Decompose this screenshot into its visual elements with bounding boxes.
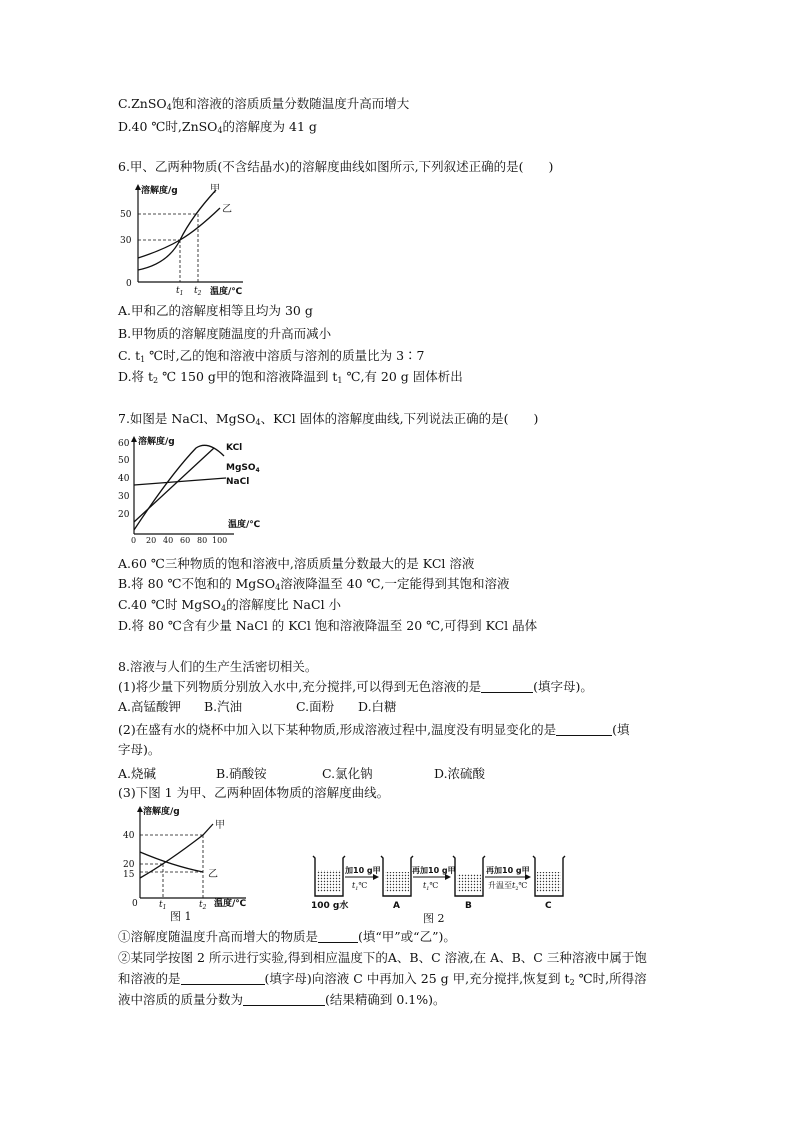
q8-fig1-ytick-40: 40 (123, 831, 135, 841)
q7-xtick-0: 0 (131, 536, 137, 544)
q8-fig1-chart (118, 802, 268, 924)
q8-fig2-beaker-c (533, 856, 565, 896)
q8-subq2-line2: 和溶液的是 (填字母)向溶液 C 中再加入 25 g 甲,充分搅拌,恢复到 $t_2$ ℃时,所得溶 (118, 971, 647, 987)
q7-stem: 7.如图是 NaCl、MgSO$_4$、KCl 固体的溶解度曲线,下列说法正确的是( ) (118, 411, 539, 427)
q8-part3: (3)下图 1 为甲、乙两种固体物质的溶解度曲线。 (118, 785, 390, 800)
q7-curve-kcl (134, 448, 214, 522)
q8-part1-blank[interactable] (481, 680, 533, 693)
q7-xtick-40: 40 (163, 536, 174, 544)
q7-series-mgso4: MgSO$_4$ (226, 463, 260, 474)
q6-xtick-t1: $t_1$ (176, 286, 184, 297)
q8-fig1-curve-yi (140, 852, 203, 872)
q8-fig2-label-b: B (465, 901, 472, 911)
q6-xtick-t2: $t_2$ (194, 286, 202, 297)
q7-series-kcl: KCl (226, 443, 243, 453)
q8-part2-options: A.烧碱 B.硝酸铵 C.氯化钠 D.浓硫酸 (118, 766, 486, 781)
q8-fig1-curve-jia (140, 824, 213, 878)
q7-xtick-80: 80 (197, 536, 208, 544)
q8-part1: (1)将少量下列物质分别放入水中,充分搅拌,可以得到无色溶液的是 (填字母)。 (118, 679, 593, 694)
q8-fig2-beaker-b (453, 856, 485, 896)
q5-option-c: C.ZnSO$_4$饱和溶液的溶质质量分数随温度升高而增大 (118, 96, 410, 112)
q7-option-b: B.将 80 ℃不饱和的 MgSO$_4$溶液降温至 40 ℃,一定能得到其饱和溶液 (118, 576, 510, 592)
q8-fig1-caption: 图 1 (170, 910, 192, 923)
q7-ytick-40: 40 (118, 474, 130, 484)
q8-fig1-xtick-t2: $t_2$ (199, 900, 207, 911)
q6-stem: 6.甲、乙两种物质(不含结晶水)的溶解度曲线如图所示,下列叙述正确的是( ) (118, 159, 554, 174)
q8-part1-options: A.高锰酸钾 B.汽油 C.面粉 D.白糖 (118, 699, 397, 714)
q5-option-d: D.40 ℃时,ZnSO$_4$的溶解度为 41 g (118, 119, 317, 135)
q8-fig1-ytick-20: 20 (123, 860, 135, 870)
q7-xlabel: 温度/℃ (228, 520, 261, 530)
q8-part2-cont: 字母)。 (118, 742, 161, 757)
q6-ytick-30: 30 (120, 236, 132, 246)
q6-option-d: D.将 $t_2$ ℃ 150 g甲的饱和溶液降温到 $t_1$ ℃,有 20 g 固体析出 (118, 369, 463, 385)
q8-fig2-label-water: 100 g水 (311, 901, 349, 911)
q6-curve-jia (138, 190, 216, 270)
q7-curve-mgso4 (134, 445, 224, 530)
q8-fig1-xtick-0: 0 (132, 899, 138, 909)
q6-option-b: B.甲物质的溶解度随温度的升高而减小 (118, 326, 332, 341)
q8-subq2-blank-fraction[interactable] (243, 993, 325, 1006)
q8-subq1: ①溶解度随温度升高而增大的物质是 (填“甲”或“乙”)。 (118, 929, 456, 944)
q6-series-jia: 甲 (210, 184, 220, 195)
q6-series-yi: 乙 (222, 204, 232, 215)
q7-option-c: C.40 ℃时 MgSO$_4$的溶解度比 NaCl 小 (118, 597, 342, 613)
q8-part2: (2)在盛有水的烧杯中加入以下某种物质,形成溶液过程中,温度没有明显变化的是 (填 (118, 722, 630, 737)
q8-fig1-ytick-15: 15 (123, 870, 135, 880)
q7-option-d: D.将 80 ℃含有少量 NaCl 的 KCl 饱和溶液降温至 20 ℃,可得到 KCl 晶体 (118, 618, 538, 633)
q6-xlabel: 温度/℃ (210, 287, 243, 297)
q6-solubility-chart (118, 182, 253, 297)
q7-solubility-chart (116, 434, 266, 544)
q8-fig1-ylabel: 溶解度/g (143, 807, 180, 817)
q8-fig2-diagram (305, 850, 585, 926)
q8-fig2-step-3: 再加10 g甲 (486, 866, 530, 875)
q6-option-c: C. $t_1$ ℃时,乙的饱和溶液中溶质与溶剂的质量比为 3∶7 (118, 348, 425, 364)
q8-fig2-beaker-water (313, 856, 345, 896)
q8-fig1-xlabel: 温度/℃ (214, 899, 247, 909)
q7-ytick-20: 20 (118, 510, 130, 520)
q8-fig2-step-2: 再加10 g甲 (412, 866, 456, 875)
q7-ytick-50: 50 (118, 456, 130, 466)
q8-subq2-blank-saturated[interactable] (181, 972, 265, 985)
q8-subq2-line1: ②某同学按图 2 所示进行实验,得到相应温度下的A、B、C 溶液,在 A、B、C 三种溶液中属于饱 (118, 950, 647, 965)
q7-ytick-60: 60 (118, 439, 130, 449)
q6-curve-yi (138, 208, 220, 258)
q7-xtick-100: 100 (212, 536, 228, 544)
q8-subq2-line3: 液中溶质的质量分数为 (结果精确到 0.1%)。 (118, 992, 446, 1007)
q8-stem: 8.溶液与人们的生产生活密切相关。 (118, 659, 318, 674)
q7-xtick-20: 20 (146, 536, 157, 544)
q6-ylabel: 溶解度/g (141, 186, 178, 196)
q7-ylabel: 溶解度/g (138, 437, 175, 447)
q8-fig2-step-1: 加10 g甲 (345, 866, 381, 875)
q6-option-a: A.甲和乙的溶解度相等且均为 30 g (118, 303, 313, 318)
q8-subq1-blank[interactable] (318, 930, 358, 943)
q6-ytick-50: 50 (120, 210, 132, 220)
q8-fig2-beaker-a (381, 856, 413, 896)
q8-fig2-label-a: A (393, 901, 400, 911)
q7-option-a: A.60 ℃三种物质的饱和溶液中,溶质质量分数最大的是 KCl 溶液 (118, 556, 475, 571)
q8-fig1-series-jia: 甲 (215, 820, 225, 831)
q8-fig1-series-yi: 乙 (208, 869, 218, 880)
q7-ytick-30: 30 (118, 492, 130, 502)
q7-xtick-60: 60 (180, 536, 191, 544)
q8-fig2-cond-2: $t_1℃$ (423, 881, 439, 892)
q8-fig2-cond-1: $t_1℃$ (352, 881, 368, 892)
q8-fig2-cond-3: 升温至$t_2℃$ (488, 881, 528, 892)
q6-ytick-0: 0 (126, 279, 132, 289)
q7-series-nacl: NaCl (226, 477, 250, 487)
q8-part2-blank[interactable] (556, 723, 612, 736)
q8-fig2-caption: 图 2 (423, 912, 445, 925)
q8-fig1-xtick-t1: $t_1$ (159, 900, 167, 911)
q8-fig2-label-c: C (545, 901, 552, 911)
